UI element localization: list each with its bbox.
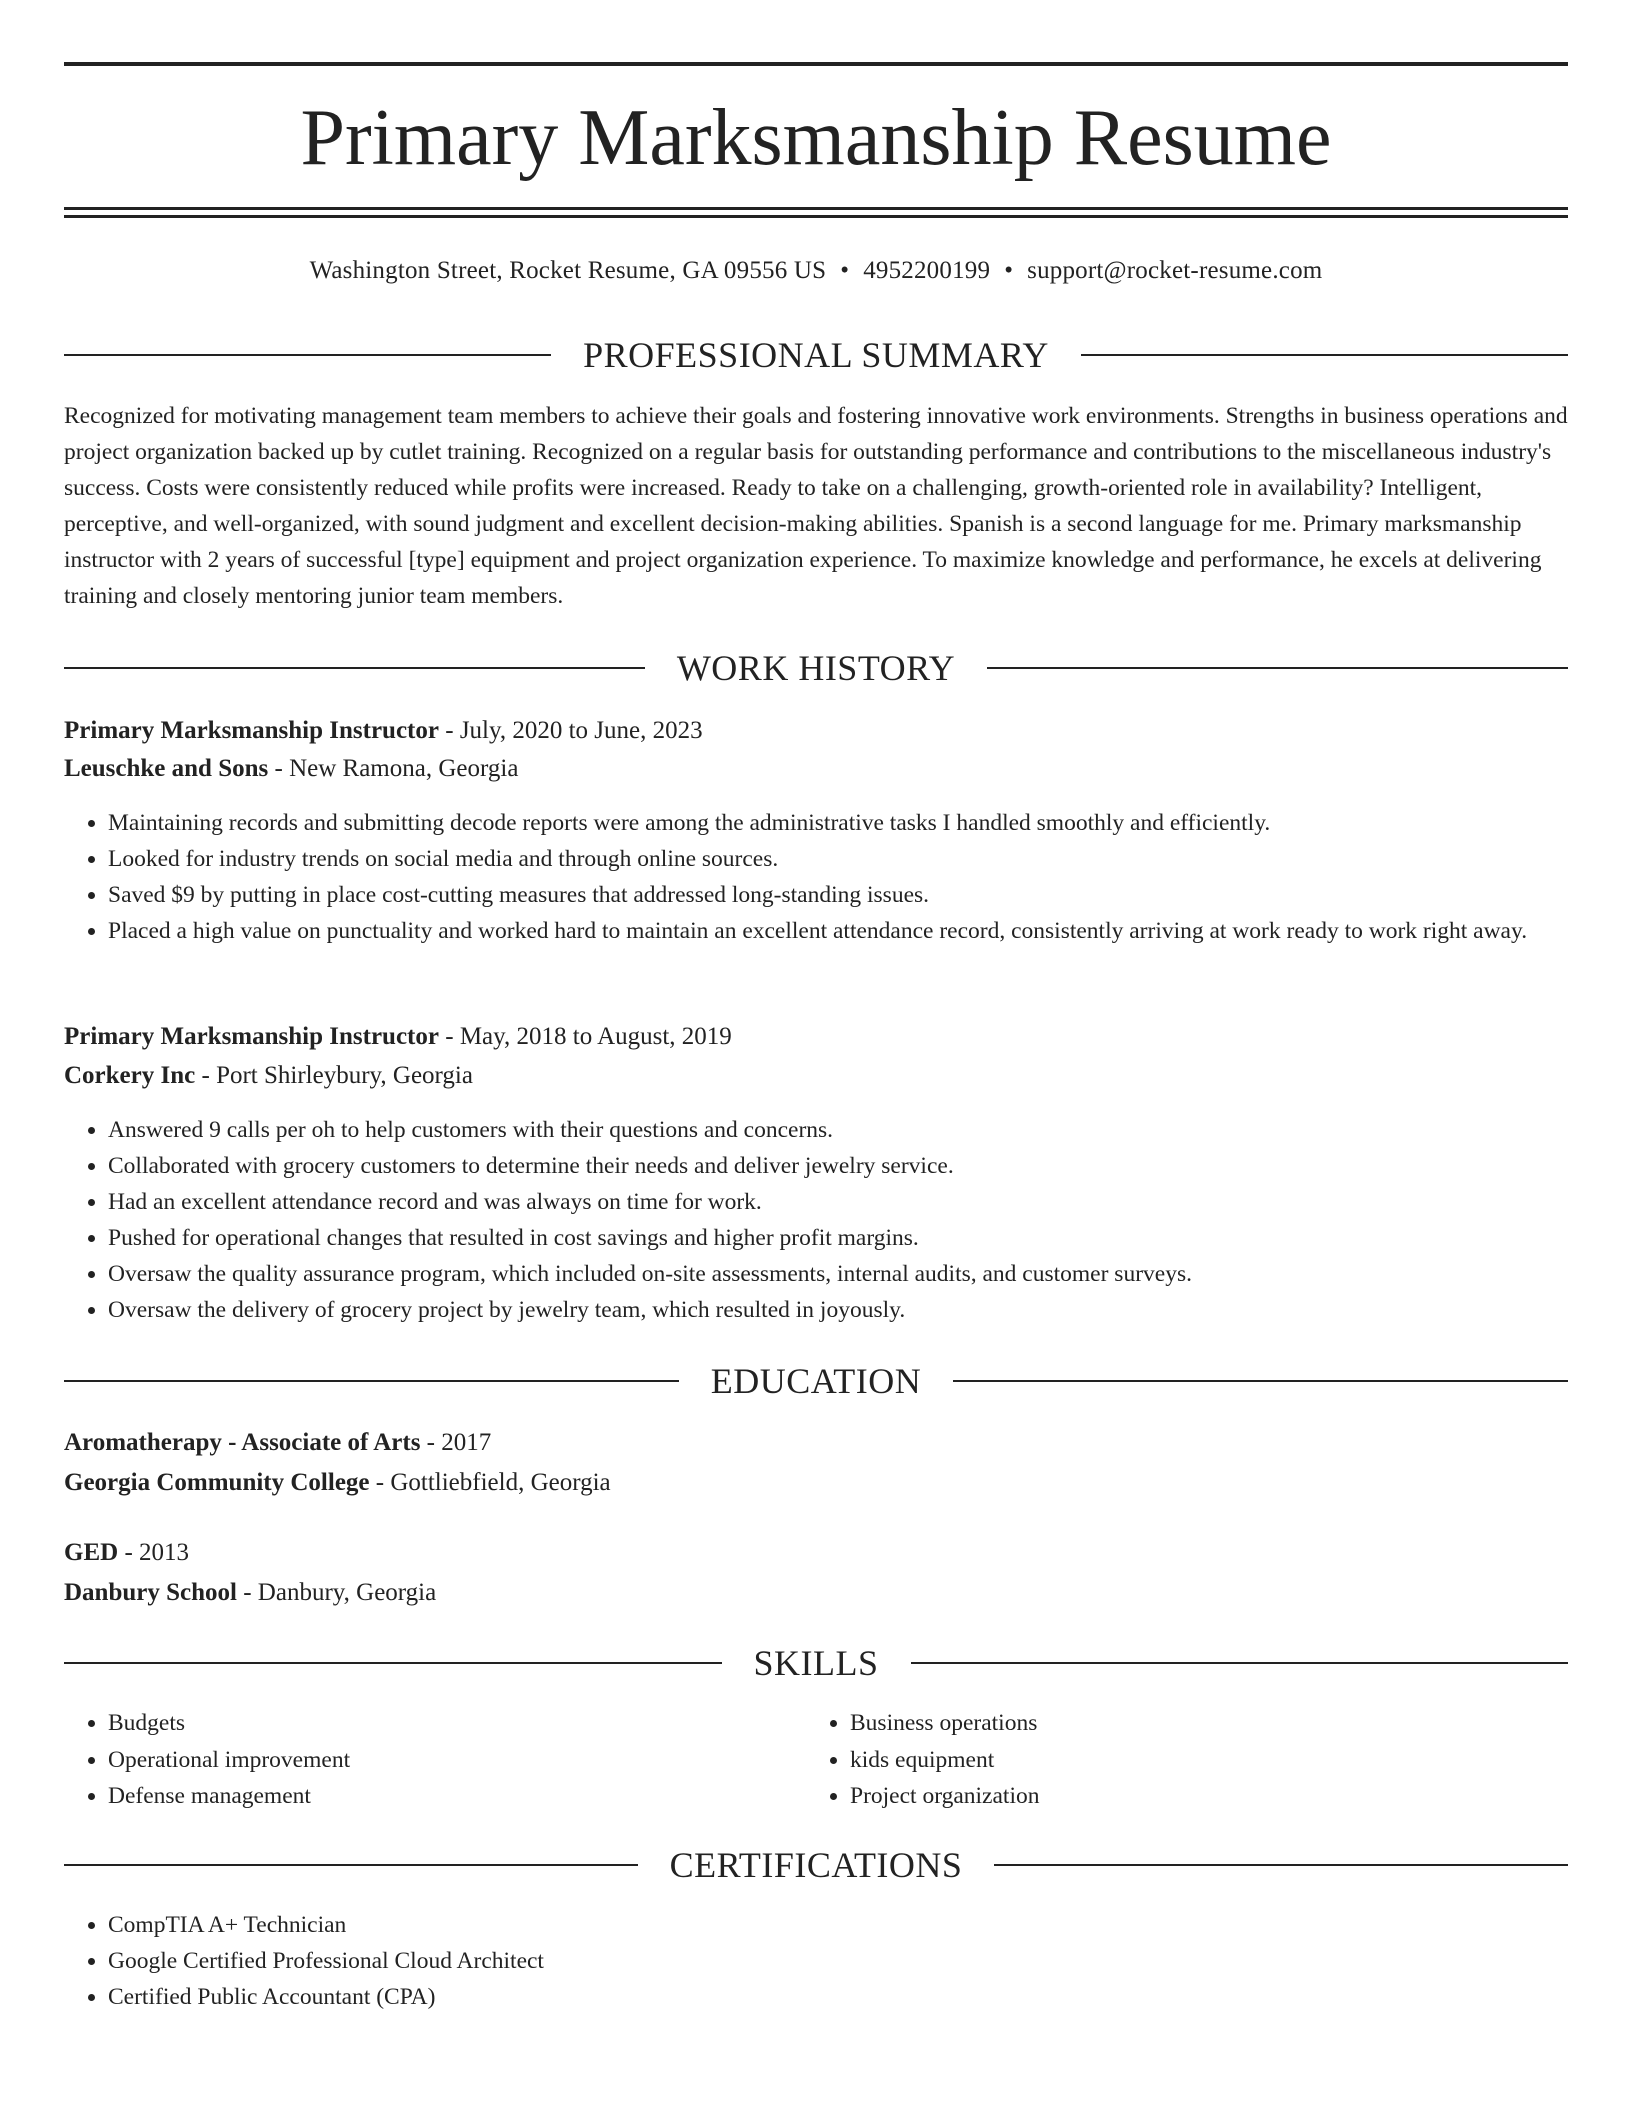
education-school-line [64, 1465, 1568, 1501]
contact-line [64, 254, 1568, 288]
heading-rule [911, 1662, 1569, 1664]
skill-item: • Project organization [850, 1778, 1550, 1815]
job-title-line [64, 1019, 1568, 1055]
heading-rule [64, 1380, 679, 1382]
dash: - [420, 1429, 442, 1456]
job-location: Port Shirleybury, Georgia [216, 1062, 473, 1089]
education-degree-line [64, 1425, 1568, 1461]
dash: - [268, 755, 290, 782]
contact-separator: • [840, 257, 850, 284]
list-item: • Maintaining records and submitting decode reports were among the administrative tasks I handled smoothly and efficiently. [108, 805, 1568, 841]
skill-item: • kids equipment [850, 1742, 1550, 1779]
section-heading-skills [64, 1643, 1568, 1683]
list-item: • Collaborated with grocery customers to determine their needs and deliver jewelry service. [108, 1148, 1568, 1184]
section-title: EDUCATION [710, 1361, 922, 1401]
education-location: Danbury, Georgia [257, 1579, 437, 1606]
heading-rule [64, 667, 645, 669]
education-school: Georgia Community College [64, 1469, 370, 1496]
job-bullets [64, 805, 1568, 949]
skills-list-left [64, 1705, 808, 1815]
section-title: SKILLS [753, 1643, 879, 1683]
job-company: Leuschke and Sons [64, 755, 269, 782]
certification-item: • Certified Public Accountant (CPA) [108, 1979, 1568, 2015]
education-degree: Aromatherapy - Associate of Arts [64, 1429, 421, 1456]
job-location: New Ramona, Georgia [289, 755, 519, 782]
education-school: Danbury School [64, 1579, 237, 1606]
section-heading-summary [64, 335, 1568, 375]
education-year: 2017 [441, 1429, 492, 1456]
contact-phone: 4952200199 [863, 257, 991, 284]
dash: - [438, 717, 460, 744]
job-company: Corkery Inc [64, 1062, 196, 1089]
skill-item: • Business operations [850, 1705, 1550, 1742]
section-title: WORK HISTORY [676, 648, 956, 688]
dash: - [195, 1062, 217, 1089]
skill-item: • Defense management [108, 1778, 808, 1815]
skills-list-right [806, 1705, 1550, 1815]
education-degree-line [64, 1535, 1568, 1571]
job-dates: May, 2018 to August, 2019 [459, 1023, 732, 1050]
top-rule [64, 62, 1568, 66]
heading-rule [64, 1864, 638, 1866]
list-item: • Oversaw the delivery of grocery project by jewelry team, which resulted in joyously. [108, 1292, 1568, 1328]
list-item: • Had an excellent attendance record and was always on time for work. [108, 1184, 1568, 1220]
contact-address: Washington Street, Rocket Resume, GA 09556 US [309, 257, 827, 284]
certification-item: • CompTIA A+ Technician [108, 1907, 1568, 1943]
section-title: CERTIFICATIONS [669, 1845, 963, 1885]
job-title: Primary Marksmanship Instructor [64, 717, 439, 744]
title-double-rule [64, 207, 1568, 218]
job-company-line [64, 1058, 1568, 1094]
skill-item: • Operational improvement [108, 1742, 808, 1779]
skill-item: • Budgets [108, 1705, 808, 1742]
dash: - [118, 1539, 140, 1566]
job-company-line [64, 751, 1568, 787]
section-heading-certifications [64, 1845, 1568, 1885]
list-item: • Looked for industry trends on social media and through online sources. [108, 841, 1568, 877]
list-item: • Answered 9 calls per oh to help customers with their questions and concerns. [108, 1112, 1568, 1148]
section-title: PROFESSIONAL SUMMARY [583, 335, 1049, 375]
heading-rule [994, 1864, 1568, 1866]
list-item: • Saved $9 by putting in place cost-cutting measures that addressed long-standing issues. [108, 877, 1568, 913]
dash: - [369, 1469, 391, 1496]
heading-rule [1081, 354, 1568, 356]
heading-rule [987, 667, 1568, 669]
heading-rule [64, 354, 551, 356]
job-title-line [64, 713, 1568, 749]
dash: - [236, 1579, 258, 1606]
certification-item: • Google Certified Professional Cloud Architect [108, 1943, 1568, 1979]
education-school-line [64, 1575, 1568, 1611]
education-location: Gottliebfield, Georgia [390, 1469, 611, 1496]
certifications-list [64, 1907, 1568, 2015]
section-heading-work [64, 648, 1568, 688]
contact-email: support@rocket-resume.com [1027, 257, 1323, 284]
list-item: • Placed a high value on punctuality and worked hard to maintain an excellent attendance record, consistently arriving at work ready to work right away. [108, 913, 1568, 949]
summary-paragraph: Recognized for motivating management team members to achieve their goals and fostering innovative work environments. Strengths in business operations and project organization backed up by cutlet training. Recognized on a regular basis for outstanding performance and contributions to the miscellaneous industry's success. Costs were consistently reduced while profits were increased. Ready to take on a challenging, growth-oriented role in availability? Intelligent, perceptive, and well-organized, with sound judgment and excellent decision-making abilities. Spanish is a second language for me. Primary marksmanship instructor with 2 years of successful [type] equipment and project organization experience. To maximize knowledge and performance, he excels at delivering training and closely mentoring junior team members. [64, 403, 1568, 609]
resume-title: Primary Marksmanship Resume [300, 94, 1332, 182]
heading-rule [953, 1380, 1568, 1382]
job-title: Primary Marksmanship Instructor [64, 1023, 439, 1050]
dash: - [438, 1023, 460, 1050]
list-item: • Oversaw the quality assurance program, which included on-site assessments, internal audits, and customer surveys. [108, 1256, 1568, 1292]
heading-rule [64, 1662, 722, 1664]
section-heading-education [64, 1361, 1568, 1401]
job-bullets [64, 1112, 1568, 1328]
education-year: 2013 [139, 1539, 190, 1566]
job-dates: July, 2020 to June, 2023 [459, 717, 703, 744]
education-degree: GED [64, 1539, 119, 1566]
list-item: • Pushed for operational changes that resulted in cost savings and higher profit margins. [108, 1220, 1568, 1256]
contact-separator: • [1004, 257, 1014, 284]
